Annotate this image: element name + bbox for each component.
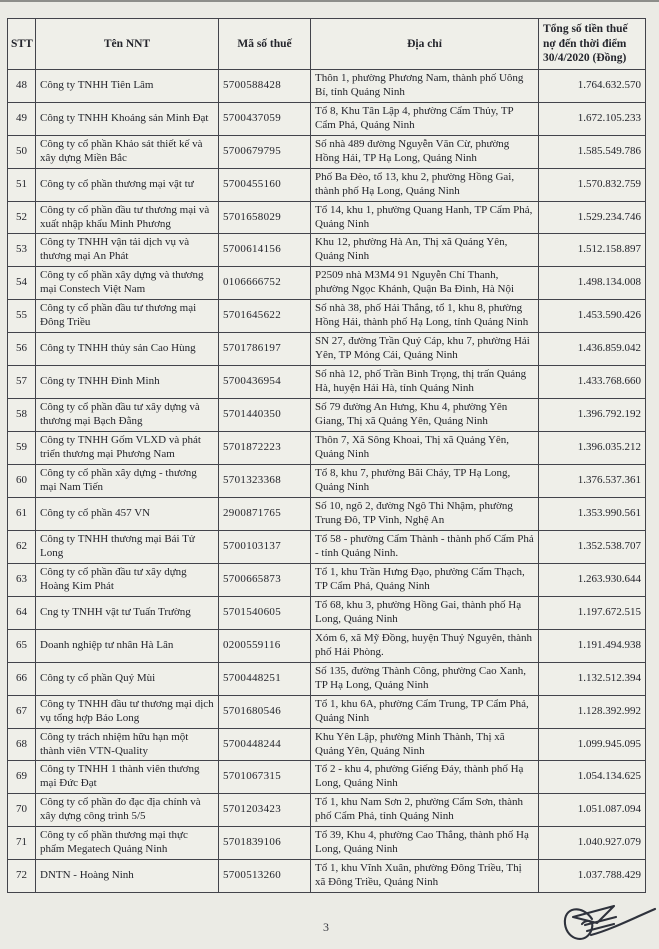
row-tax-code: 5701680546 — [219, 695, 311, 728]
row-address: Tổ 8, khu 7, phường Bãi Cháy, TP Hạ Long, Quảng Ninh — [311, 465, 539, 498]
row-stt: 66 — [8, 662, 36, 695]
row-amount: 1.128.392.992 — [539, 695, 646, 728]
signature-icon — [558, 900, 658, 949]
row-address: P2509 nhà M3M4 91 Nguyễn Chí Thanh, phường Ngọc Khánh, Quận Ba Đình, Hà Nội — [311, 267, 539, 300]
row-tax-code: 5700448251 — [219, 662, 311, 695]
row-amount: 1.353.990.561 — [539, 497, 646, 530]
row-company-name: Công ty TNHH Tiên Lâm — [36, 69, 219, 102]
row-amount: 1.037.788.429 — [539, 860, 646, 893]
row-address: Tổ 8, Khu Tân Lập 4, phường Cẩm Thủy, TP Cẩm Phả, Quảng Ninh — [311, 102, 539, 135]
row-company-name: Công ty TNHH 1 thành viên thương mại Đức Đạt — [36, 761, 219, 794]
row-address: Tổ 39, Khu 4, phường Cao Thắng, thành phố Hạ Long, Quảng Ninh — [311, 827, 539, 860]
row-company-name: Công ty cổ phần đầu tư thương mại và xuất nhập khẩu Minh Phương — [36, 201, 219, 234]
page-number: 3 — [323, 920, 329, 934]
table-row — [8, 69, 646, 102]
row-address: Số 10, ngõ 2, đường Ngô Thì Nhậm, phường Trung Đô, TP Vinh, Nghệ An — [311, 497, 539, 530]
tax-debt-table — [7, 18, 646, 893]
row-company-name: Công ty cổ phần 457 VN — [36, 497, 219, 530]
row-tax-code: 5701658029 — [219, 201, 311, 234]
row-tax-code: 5701203423 — [219, 794, 311, 827]
row-amount: 1.099.945.095 — [539, 728, 646, 761]
row-company-name: DNTN - Hoàng Ninh — [36, 860, 219, 893]
row-tax-code: 5701323368 — [219, 465, 311, 498]
row-tax-code: 5701872223 — [219, 432, 311, 465]
row-amount: 1.132.512.394 — [539, 662, 646, 695]
table-row — [8, 860, 646, 893]
row-amount: 1.040.927.079 — [539, 827, 646, 860]
row-stt: 51 — [8, 168, 36, 201]
row-stt: 72 — [8, 860, 36, 893]
row-amount: 1.498.134.008 — [539, 267, 646, 300]
table-row — [8, 794, 646, 827]
row-company-name: Công ty cổ phần Quý Mùi — [36, 662, 219, 695]
row-address: Số nhà 12, phố Trần Bình Trọng, thị trấn Quảng Hà, huyện Hải Hà, tỉnh Quảng Ninh — [311, 366, 539, 399]
row-company-name: Công ty trách nhiệm hữu hạn một thành viên VTN-Quality — [36, 728, 219, 761]
row-tax-code: 5700436954 — [219, 366, 311, 399]
row-tax-code: 5700679795 — [219, 135, 311, 168]
row-address: Số 135, đường Thành Công, phường Cao Xanh, TP Hạ Long, Quảng Ninh — [311, 662, 539, 695]
table-row — [8, 827, 646, 860]
row-amount: 1.376.537.361 — [539, 465, 646, 498]
table-row — [8, 135, 646, 168]
row-company-name: Công ty cổ phần đầu tư xây dựng Hoàng Kim Phát — [36, 563, 219, 596]
row-company-name: Công ty cổ phần xây dựng và thương mại Constech Việt Nam — [36, 267, 219, 300]
row-amount: 1.197.672.515 — [539, 596, 646, 629]
row-stt: 61 — [8, 497, 36, 530]
row-address: Thôn 7, Xã Sông Khoai, Thị xã Quảng Yên, Quảng Ninh — [311, 432, 539, 465]
row-amount: 1.054.134.625 — [539, 761, 646, 794]
row-company-name: Công ty TNHH Gốm VLXD và phát triển thương mại Phương Nam — [36, 432, 219, 465]
row-tax-code: 5700448244 — [219, 728, 311, 761]
row-amount: 1.672.105.233 — [539, 102, 646, 135]
table-row — [8, 465, 646, 498]
col-header-address: Địa chỉ — [311, 19, 539, 70]
row-address: Số 79 đường An Hưng, Khu 4, phường Yên Giang, Thị xã Quảng Yên, Quảng Ninh — [311, 399, 539, 432]
row-stt: 69 — [8, 761, 36, 794]
table-row — [8, 300, 646, 333]
row-tax-code: 5701067315 — [219, 761, 311, 794]
row-tax-code: 5700614156 — [219, 234, 311, 267]
row-amount: 1.352.538.707 — [539, 530, 646, 563]
row-tax-code: 0106666752 — [219, 267, 311, 300]
row-company-name: Công ty cổ phần thương mại thực phẩm Megatech Quảng Ninh — [36, 827, 219, 860]
row-company-name: Công ty cổ phần đầu tư thương mại Đông Triều — [36, 300, 219, 333]
row-company-name: Công ty TNHH vận tải dịch vụ và thương mại An Phát — [36, 234, 219, 267]
row-stt: 63 — [8, 563, 36, 596]
table-row — [8, 267, 646, 300]
table-row — [8, 761, 646, 794]
row-tax-code: 5700665873 — [219, 563, 311, 596]
row-address: SN 27, đường Trần Quý Cáp, khu 7, phường Hải Yên, TP Móng Cái, Quảng Ninh — [311, 333, 539, 366]
row-stt: 58 — [8, 399, 36, 432]
row-tax-code: 5700513260 — [219, 860, 311, 893]
row-amount: 1.453.590.426 — [539, 300, 646, 333]
col-header-taxpayer-name: Tên NNT — [36, 19, 219, 70]
table-row — [8, 530, 646, 563]
row-amount: 1.436.859.042 — [539, 333, 646, 366]
table-row — [8, 201, 646, 234]
row-amount: 1.585.549.786 — [539, 135, 646, 168]
row-stt: 49 — [8, 102, 36, 135]
row-stt: 64 — [8, 596, 36, 629]
table-body — [8, 69, 646, 892]
row-stt: 62 — [8, 530, 36, 563]
row-stt: 52 — [8, 201, 36, 234]
row-tax-code: 2900871765 — [219, 497, 311, 530]
row-tax-code: 5701839106 — [219, 827, 311, 860]
row-company-name: Công ty TNHH Đình Minh — [36, 366, 219, 399]
row-amount: 1.764.632.570 — [539, 69, 646, 102]
row-address: Tổ 14, khu 1, phường Quang Hanh, TP Cẩm Phả, Quảng Ninh — [311, 201, 539, 234]
row-tax-code: 0200559116 — [219, 629, 311, 662]
row-company-name: Công ty cổ phần Khảo sát thiết kế và xây dựng Miền Bắc — [36, 135, 219, 168]
row-address: Tổ 68, khu 3, phường Hồng Gai, thành phố Hạ Long, Quảng Ninh — [311, 596, 539, 629]
scan-edge-artifact — [0, 0, 659, 2]
row-address: Xóm 6, xã Mỹ Đồng, huyện Thuỷ Nguyên, thành phố Hải Phòng. — [311, 629, 539, 662]
row-address: Số nhà 489 đường Nguyễn Văn Cừ, phường Hồng Hải, TP Hạ Long, Quảng Ninh — [311, 135, 539, 168]
table-row — [8, 728, 646, 761]
row-tax-code: 5701786197 — [219, 333, 311, 366]
row-stt: 56 — [8, 333, 36, 366]
row-amount: 1.051.087.094 — [539, 794, 646, 827]
table-row — [8, 629, 646, 662]
table-row — [8, 168, 646, 201]
row-amount: 1.512.158.897 — [539, 234, 646, 267]
row-address: Tổ 1, khu Vĩnh Xuân, phường Đông Triều, Thị xã Đông Triều, Quảng Ninh — [311, 860, 539, 893]
row-company-name: Công ty TNHH thương mại Bái Tử Long — [36, 530, 219, 563]
row-address: Tổ 1, khu Nam Sơn 2, phường Cẩm Sơn, thành phố Cẩm Phả, tỉnh Quảng Ninh — [311, 794, 539, 827]
row-stt: 53 — [8, 234, 36, 267]
row-address: Khu Yên Lập, phường Minh Thành, Thị xã Quảng Yên, Quảng Ninh — [311, 728, 539, 761]
row-tax-code: 5700437059 — [219, 102, 311, 135]
signature-mark — [558, 900, 658, 949]
row-amount: 1.396.792.192 — [539, 399, 646, 432]
row-stt: 71 — [8, 827, 36, 860]
row-address: Phố Ba Đèo, tổ 13, khu 2, phường Hồng Gai, thành phố Hạ Long, Quảng Ninh — [311, 168, 539, 201]
row-tax-code: 5700103137 — [219, 530, 311, 563]
row-tax-code: 5700588428 — [219, 69, 311, 102]
row-amount: 1.263.930.644 — [539, 563, 646, 596]
row-stt: 70 — [8, 794, 36, 827]
row-company-name: Công ty cổ phần thương mại vật tư — [36, 168, 219, 201]
table-row — [8, 399, 646, 432]
row-address: Số nhà 38, phố Hải Thắng, tổ 1, khu 8, phường Hồng Hải, thành phố Hạ Long, tỉnh Quảng Ninh — [311, 300, 539, 333]
table-row — [8, 102, 646, 135]
table-row — [8, 662, 646, 695]
row-stt: 57 — [8, 366, 36, 399]
col-header-stt: STT — [8, 19, 36, 70]
row-company-name: Cng ty TNHH vật tư Tuấn Trường — [36, 596, 219, 629]
row-tax-code: 5701645622 — [219, 300, 311, 333]
row-amount: 1.433.768.660 — [539, 366, 646, 399]
row-company-name: Công ty cổ phần đầu tư xây dựng và thương mại Bạch Đằng — [36, 399, 219, 432]
table-row — [8, 432, 646, 465]
col-header-tax-code: Mã số thuế — [219, 19, 311, 70]
row-company-name: Công ty TNHH thủy sản Cao Hùng — [36, 333, 219, 366]
row-address: Tổ 58 - phường Cẩm Thành - thành phố Cẩm Phả - tỉnh Quảng Ninh. — [311, 530, 539, 563]
row-stt: 48 — [8, 69, 36, 102]
table-row — [8, 366, 646, 399]
row-amount: 1.529.234.746 — [539, 201, 646, 234]
row-stt: 54 — [8, 267, 36, 300]
row-stt: 59 — [8, 432, 36, 465]
row-company-name: Công ty TNHH Khoáng sản Minh Đạt — [36, 102, 219, 135]
row-tax-code: 5701540605 — [219, 596, 311, 629]
row-company-name: Công ty TNHH đầu tư thương mại dịch vụ tổng hợp Bảo Long — [36, 695, 219, 728]
row-stt: 55 — [8, 300, 36, 333]
row-address: Thôn 1, phường Phương Nam, thành phố Uông Bí, tỉnh Quảng Ninh — [311, 69, 539, 102]
col-header-amount: Tổng số tiền thuế nợ đến thời điểm 30/4/2020 (Đồng) — [539, 19, 646, 70]
row-stt: 65 — [8, 629, 36, 662]
row-tax-code: 5701440350 — [219, 399, 311, 432]
row-tax-code: 5700455160 — [219, 168, 311, 201]
row-amount: 1.396.035.212 — [539, 432, 646, 465]
row-stt: 50 — [8, 135, 36, 168]
row-address: Tổ 1, khu 6A, phường Cẩm Trung, TP Cẩm Phả, Quảng Ninh — [311, 695, 539, 728]
row-company-name: Doanh nghiệp tư nhân Hà Lân — [36, 629, 219, 662]
header-row — [8, 19, 646, 70]
row-address: Tổ 1, khu Trần Hưng Đạo, phường Cẩm Thạch, TP Cẩm Phả, Quảng Ninh — [311, 563, 539, 596]
table-row — [8, 563, 646, 596]
row-amount: 1.570.832.759 — [539, 168, 646, 201]
row-company-name: Công ty cổ phần đo đạc địa chính và xây dựng công trình 5/5 — [36, 794, 219, 827]
table-row — [8, 497, 646, 530]
row-company-name: Công ty cổ phần xây dựng - thương mại Nam Tiến — [36, 465, 219, 498]
row-stt: 68 — [8, 728, 36, 761]
row-stt: 60 — [8, 465, 36, 498]
row-stt: 67 — [8, 695, 36, 728]
table-row — [8, 234, 646, 267]
table-row — [8, 333, 646, 366]
row-amount: 1.191.494.938 — [539, 629, 646, 662]
table-row — [8, 695, 646, 728]
row-address: Khu 12, phường Hà An, Thị xã Quảng Yên, Quảng Ninh — [311, 234, 539, 267]
row-address: Tổ 2 - khu 4, phường Giếng Đáy, thành phố Hạ Long, Quảng Ninh — [311, 761, 539, 794]
table-row — [8, 596, 646, 629]
